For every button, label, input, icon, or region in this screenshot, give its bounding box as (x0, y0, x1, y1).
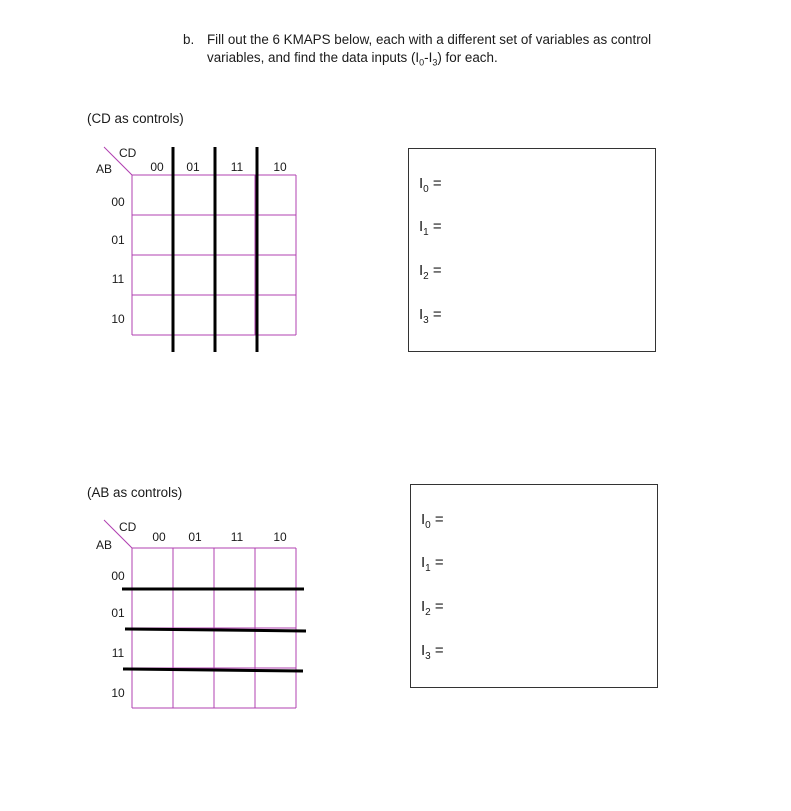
kmap1-row-label: 00 (111, 195, 125, 209)
kmap1-col-label: 10 (273, 160, 287, 174)
kmap1-col-label: 01 (186, 160, 200, 174)
kmap2-row-label: 10 (111, 686, 125, 700)
box1-answer-I2: $I_2$ = (419, 262, 442, 282)
kmap2-title: (AB as controls) (87, 485, 183, 500)
kmap2-col-label: 11 (230, 530, 244, 544)
kmap2-control-separator (125, 629, 306, 631)
box1-answer-I1: $I_1$ = (419, 218, 442, 238)
kmap2-col-label: 10 (273, 530, 287, 544)
kmap1-col-var-label: CD (119, 146, 137, 160)
kmap1-row-label: 10 (111, 312, 125, 326)
kmap2-col-var-label: CD (119, 520, 137, 534)
kmap2-col-label: 01 (188, 530, 202, 544)
box2-answer-I2: $I_2$ = (421, 598, 444, 618)
item-marker: b. (183, 32, 195, 47)
kmap1-title: (CD as controls) (87, 111, 184, 126)
kmap1-row-label: 11 (111, 272, 125, 286)
answer-box-1 (408, 148, 656, 352)
kmap2-col-label: 00 (152, 530, 166, 544)
kmap2-row-label: 00 (111, 569, 125, 583)
box1-answer-I0: $I_0$ = (419, 175, 442, 195)
kmap2-row-var-label: AB (96, 538, 113, 552)
kmap1-row-label: 01 (111, 233, 125, 247)
box2-answer-I1: $I_1$ = (421, 554, 444, 574)
kmap2-row-label: 01 (111, 606, 125, 620)
kmap2-control-separator (123, 669, 303, 671)
kmap1-row-var-label: AB (96, 162, 113, 176)
kmap2-row-label: 11 (111, 646, 125, 660)
instruction-line-1: Fill out the 6 KMAPS below, each with a different set of variables as control (207, 32, 652, 47)
instruction-line-2: variables, and find the data inputs $(I_0-I_3)$ for each. (207, 50, 498, 68)
box2-answer-I0: $I_0$ = (421, 511, 444, 531)
box1-answer-I3: $I_3$ = (419, 306, 442, 326)
kmap1-col-label: 00 (150, 160, 164, 174)
box2-answer-I3: $I_3$ = (421, 642, 444, 662)
kmap1-col-label: 11 (230, 160, 244, 174)
answer-box-2 (410, 484, 658, 688)
